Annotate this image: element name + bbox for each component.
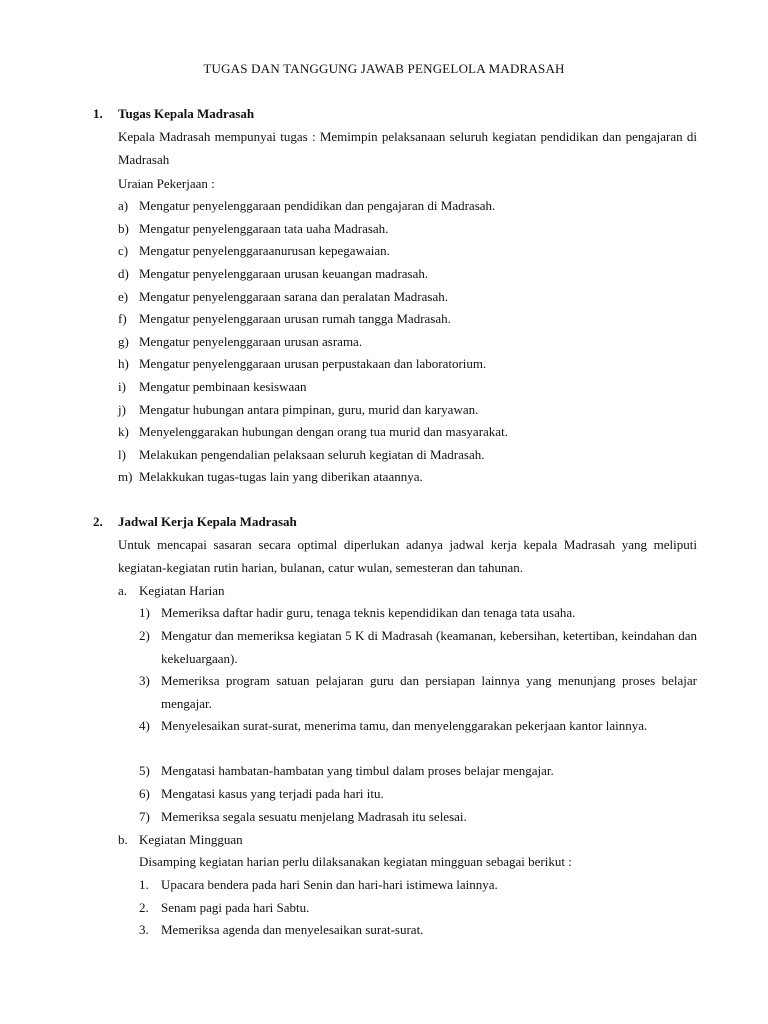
list-item-text: Menyelesaikan surat-surat, menerima tamu, dan menyelenggarakan pekerjaan kantor lainnya. <box>161 718 648 733</box>
document-page: TUGAS DAN TANGGUNG JAWAB PENGELOLA MADRASAH 1. Tugas Kepala Madrasah Kepala Madrasah mempunyai tugas : Memimpin pelaksanaan seluruh kegiatan pendidikan dan pengajaran di Madrasah Uraian Pekerjaan : a) Mengatur penyelenggaraan pendidikan dan pengajaran di Madrasah. b) Mengatur penyelenggaraan tata uaha Madrasah. c) Mengatur penyelenggaraanurusan kepegawaian. d) Mengatur penyelenggaraan urusan keuangan madrasah. e) Mengatur penyelenggaraan sarana dan peralatan Madrasah. f) Mengatur penyelenggaraan urusan rumah tangga Madrasah. g) Mengatur penyelenggaraan urusan asrama. h) Mengatur penyelenggaraan urusan perpustakaan dan laboratorium. i) Mengatur pembinaan kesiswaan j) Mengatur hubungan antara pimpinan, guru, murid dan karyawan. k) Menyelenggarakan hubungan dengan orang tua murid dan masyarakat. l) Melakukan pengendalian pelaksaan seluruh kegiatan di Madrasah. m) Melakkukan tugas-tugas lain yang diberikan ataannya. 2. Jadwal Kerja Kepala Madrasah Untuk mencapai sasaran secara optimal diperlukan adanya jadwal kerja kepala Madrasah yang meliputi kegiatan-kegiatan rutin harian, bulanan, catur wulan, semesteran dan tahunan. a. Kegiatan Harian 1) Memeriksa daftar hadir guru, tenaga teknis kependidikan dan tenaga tata usaha. 2) Mengatur dan memeriksa kegiatan 5 K di Madrasah (keamanan, kebersihan, ketertiban, keindahan dan kekeluargaan). 3) Memeriksa program satuan pelajaran guru dan persiapan lainnya yang menunjang proses belajar mengajar. 4) Menyelesaikan surat-surat, menerima tamu, dan menyelenggarakan pekerjaan kantor lainnya. 5) Mengatasi hambatan-hambatan yang timbul dalam proses belajar mengajar. 6) Mengatasi kasus yang terjadi pada hari itu. 7) Memeriksa segala sesuatu menjelang Madrasah itu selesai. b. Kegiatan Mingguan Disamping kegiatan harian perlu dilaksanakan kegiatan mingguan sebagai berikut : 1. Upacara bendera pada hari Senin dan hari-hari istimewa lainnya. 2. Senam pagi pada hari Sabtu. 3. Memeriksa agenda dan menyelesaikan surat-surat. <box>0 0 768 1024</box>
section-number: 2. <box>93 514 103 529</box>
section-2-intro: Untuk mencapai sasaran secara optimal diperlukan adanya jadwal kerja kepala Madrasah yang meliputi kegiatan-kegiatan rutin harian, bulanan, catur wulan, semesteran dan tahunan. <box>118 537 697 575</box>
section-number: 1. <box>93 106 103 121</box>
section-title: Jadwal Kerja Kepala Madrasah <box>118 514 297 529</box>
section-1-intro: Kepala Madrasah mempunyai tugas : Memimpin pelaksanaan seluruh kegiatan pendidikan dan pengajaran di Madrasah <box>118 129 697 167</box>
weekly-intro: Disamping kegiatan harian perlu dilaksanakan kegiatan mingguan sebagai berikut : <box>139 854 572 869</box>
document-title: TUGAS DAN TANGGUNG JAWAB PENGELOLA MADRASAH <box>203 61 565 76</box>
sub-label-uraian: Uraian Pekerjaan : <box>118 176 215 191</box>
list-item-text: Memeriksa program satuan pelajaran guru dan persiapan lainnya yang menunjang proses belajar mengajar. <box>161 673 697 711</box>
section-title: Tugas Kepala Madrasah <box>118 106 255 121</box>
list-item-text: Mengatur dan memeriksa kegiatan 5 K di Madrasah (keamanan, kebersihan, ketertiban, keindahan dan kekeluargaan). <box>161 628 697 666</box>
